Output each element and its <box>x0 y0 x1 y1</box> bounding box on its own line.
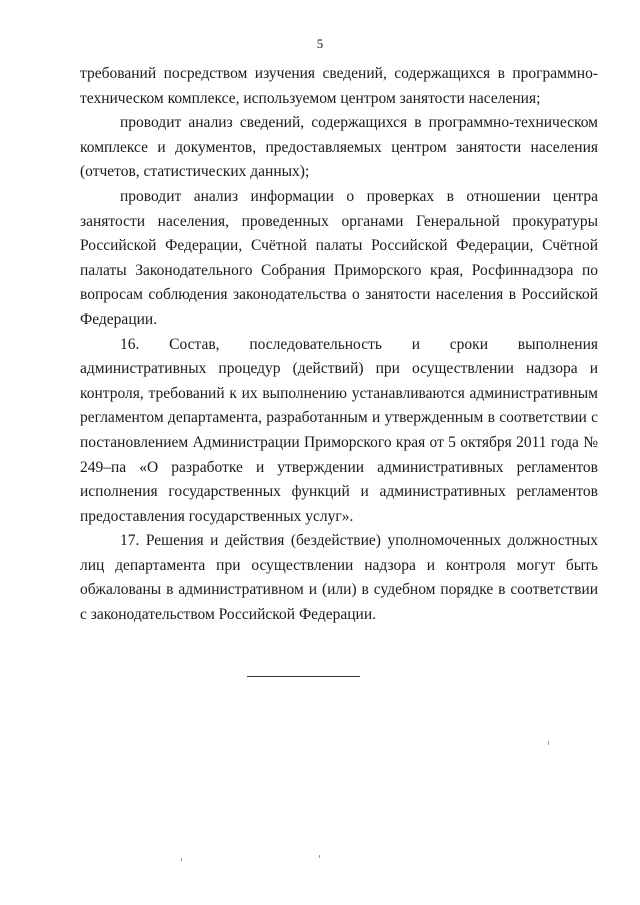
paragraph-analysis-software: проводит анализ сведений, содержащихся в программно-техническом комплексе и документов, предоставляемых центром занятости населения (отчетов, статистических данных); <box>80 114 598 181</box>
paragraph-analysis-inspections: проводит анализ информации о проверках в отношении центра занятости населения, проведенных органами Генеральной прокуратуры Российской Федерации, Счётной палаты Российской Федерации, Счётной палаты Законодательного Собрания Приморского края, Росфиннадзора по вопросам соблюдения законодательства о занятости населения в Российской Федерации. <box>80 187 598 328</box>
end-separator-line <box>247 676 360 677</box>
document-body <box>80 62 598 628</box>
scan-speck <box>181 858 182 861</box>
scan-speck <box>548 741 549 745</box>
paragraph-continuation: требований посредством изучения сведений, содержащихся в программно-техническом комплексе, используемом центром занятости населения; <box>80 65 598 107</box>
paragraph-17: 17. Решения и действия (бездействие) уполномоченных должностных лиц департамента при осуществлении надзора и контроля могут быть обжалованы в административном и (или) в судебном порядке в соответствии с законодательством Российской Федерации. <box>80 532 598 624</box>
scan-speck <box>319 855 320 858</box>
page-number: 5 <box>316 36 324 51</box>
paragraph-16: 16. Состав, последовательность и сроки выполнения административных процедур (действий) при осуществлении надзора и контроля, требований к их выполнению устанавливаются административным регламентом департамента, разработанным и утвержденным в соответствии с постановлением Администрации Приморского края от 5 октября 2011 года № 249–па «О разработке и утверждении административных регламентов исполнения государственных функций и административных регламентов предоставления государственных услуг». <box>80 335 598 525</box>
